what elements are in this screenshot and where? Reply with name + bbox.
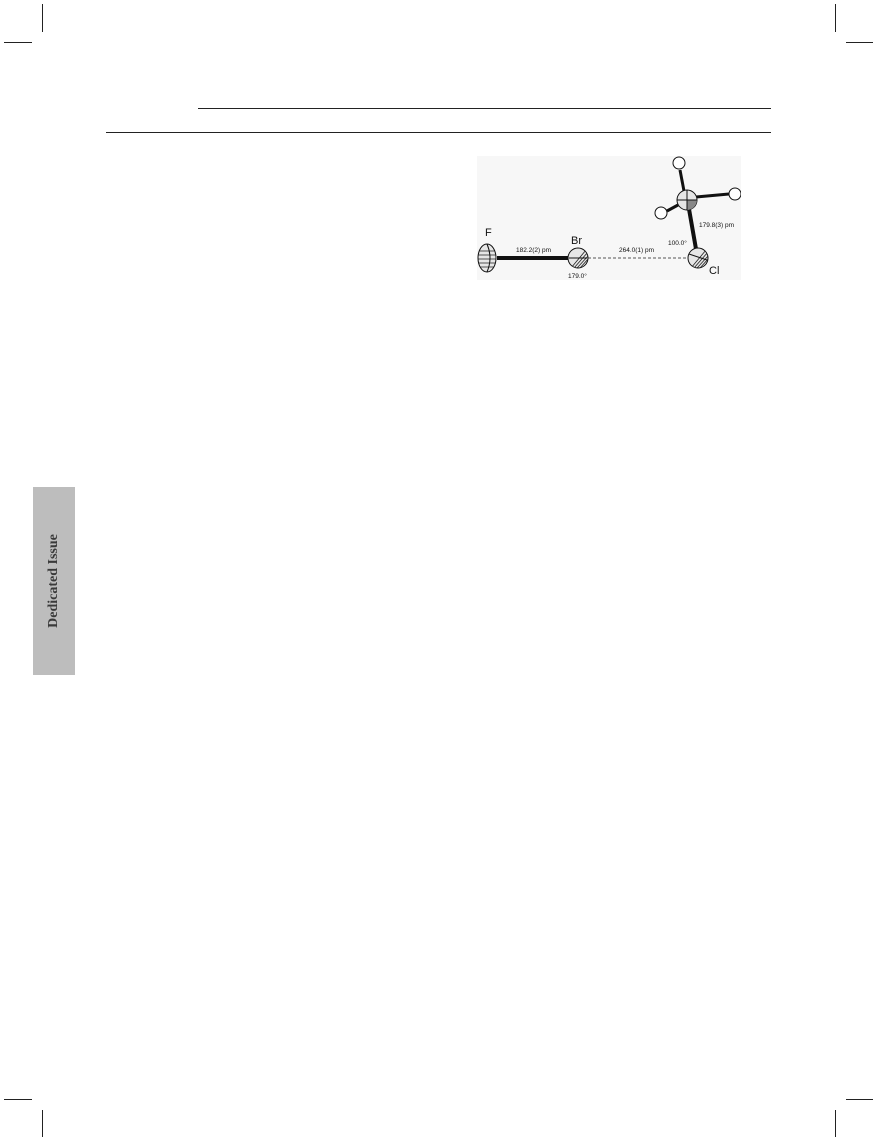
c-h-bond-left	[667, 205, 678, 211]
side-tab-label: Dedicated Issue	[46, 534, 61, 628]
c-h-bond-top	[680, 170, 684, 191]
dedicated-issue-tab	[33, 487, 75, 675]
bromine-label: Br	[571, 235, 582, 247]
chlorine-label: Cl	[709, 265, 720, 277]
hydrogen-atom-top	[673, 157, 685, 169]
f-br-bond-length-label: 182.2(2) pm	[516, 247, 552, 254]
fluorine-label: F	[485, 227, 492, 239]
chlorine-atom	[688, 248, 709, 268]
br-cl-distance-label: 264.0(1) pm	[619, 247, 655, 254]
hydrogen-atom-right	[729, 188, 741, 200]
c-h-bond-right	[696, 194, 729, 197]
molecule-drawing	[477, 156, 741, 280]
f-br-cl-angle-label: 179.0°	[568, 273, 587, 280]
hydrogen-atom-left	[655, 207, 667, 219]
c-cl-bond-length-label: 179.8(3) pm	[699, 222, 735, 229]
c-cl-bond	[689, 209, 696, 249]
br-cl-c-angle-label: 100.0°	[668, 240, 687, 247]
crop-marks	[4, 4, 873, 1137]
bromine-atom	[568, 248, 589, 268]
molecular-structure-figure	[477, 156, 741, 280]
fluorine-atom	[478, 244, 496, 272]
carbon-atom	[677, 190, 697, 210]
